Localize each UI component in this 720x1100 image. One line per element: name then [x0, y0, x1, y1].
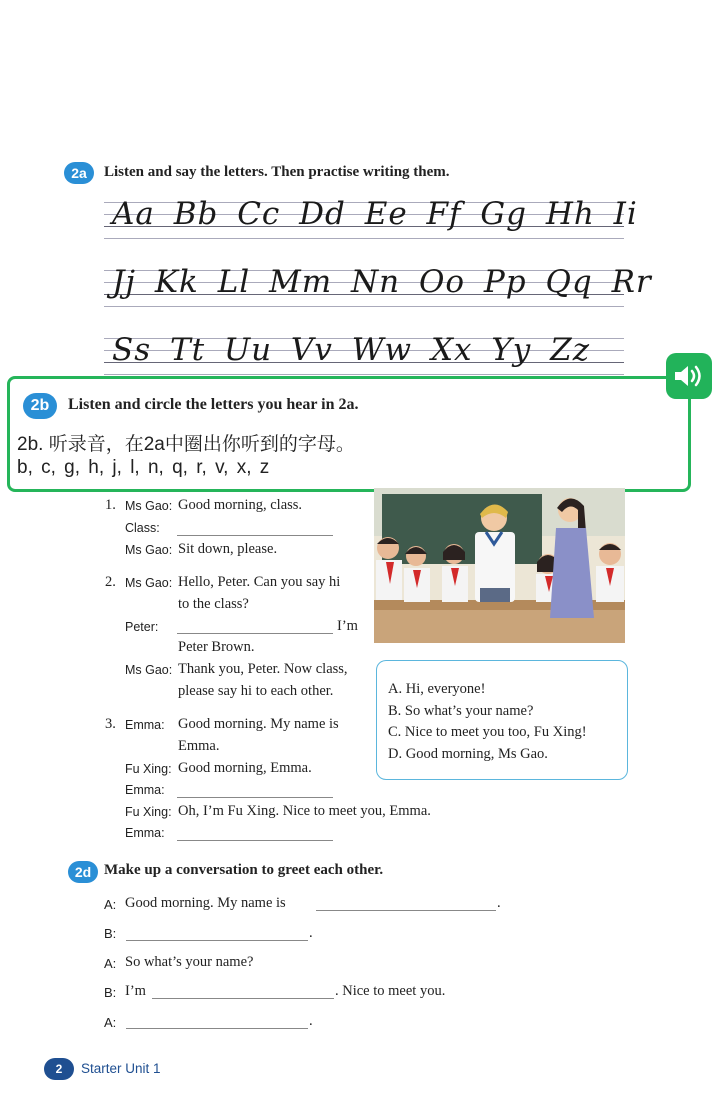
section-2a-instruction: Listen and say the letters. Then practise writing them.: [104, 164, 450, 180]
conversation-speaker-3: A:: [104, 956, 117, 971]
dialogue-2-line-2-after: I’m: [337, 618, 358, 634]
dialogue-2-line-1: Hello, Peter. Can you say hi: [178, 574, 341, 590]
letters-row-2: Jj Kk Ll Mm Nn Oo Pp Qq Rr: [112, 264, 652, 300]
dialogue-3-line-1-cont: Emma.: [178, 738, 220, 754]
dialogue-2-number: 2.: [105, 574, 116, 590]
dialogue-3-speaker-1: Emma:: [125, 718, 165, 732]
dialogue-3-speaker-5: Emma:: [125, 826, 165, 840]
unit-title: Starter Unit 1: [81, 1061, 161, 1076]
option-d: D. Good morning, Ms Gao.: [388, 746, 548, 762]
dialogue-1-speaker-3: Ms Gao:: [125, 543, 173, 557]
conversation-speaker-5: A:: [104, 1015, 117, 1030]
letters-row-3: Ss Tt Uu Vv Ww Xx Yy Zz: [112, 332, 591, 368]
dialogue-1-line-1: Good morning, class.: [178, 497, 303, 513]
page-number: 2: [44, 1058, 74, 1080]
section-2b-chinese-prompt: 2b. 听录音，在2a中圈出你听到的字母。: [17, 434, 355, 455]
dialogue-1-number: 1.: [105, 497, 116, 513]
conversation-line-3: So what’s your name?: [125, 954, 254, 970]
audio-play-button[interactable]: [666, 353, 712, 399]
dialogue-3-speaker-4: Fu Xing:: [125, 805, 172, 819]
section-2b-badge: 2b: [23, 393, 57, 419]
conversation-speaker-1: A:: [104, 897, 117, 912]
letters-row-1: Aa Bb Cc Dd Ee Ff Gg Hh Ii: [112, 196, 638, 232]
dialogue-3-speaker-2: Fu Xing:: [125, 762, 172, 776]
dialogue-2-blank[interactable]: [177, 633, 333, 634]
dialogue-1-line-3: Sit down, please.: [178, 541, 278, 557]
conversation-line-1: Good morning. My name is: [125, 895, 286, 911]
dialogue-1-blank[interactable]: [177, 535, 333, 536]
dialogue-2-line-3: Thank you, Peter. Now class,: [178, 661, 348, 677]
dialogue-2-speaker-3: Ms Gao:: [125, 663, 173, 677]
conversation-speaker-2: B:: [104, 926, 117, 941]
conversation-blank-5[interactable]: [126, 1028, 308, 1029]
conversation-line-2-end: .: [309, 925, 313, 941]
dialogue-3-blank-1[interactable]: [177, 797, 333, 798]
section-2a-badge: 2a: [64, 162, 94, 184]
dialogue-2-line-3-cont: please say hi to each other.: [178, 683, 334, 699]
option-b: B. So what’s your name?: [388, 703, 534, 719]
dialogue-3-line-1: Good morning. My name is: [178, 716, 339, 732]
dialogue-2-speaker-1: Ms Gao:: [125, 576, 173, 590]
option-a: A. Hi, everyone!: [388, 681, 486, 697]
conversation-blank-2[interactable]: [126, 940, 308, 941]
conversation-line-4-end: . Nice to meet you.: [335, 983, 446, 999]
conversation-blank-4[interactable]: [152, 998, 334, 999]
dialogue-3-line-4: Oh, I’m Fu Xing. Nice to meet you, Emma.: [178, 803, 431, 819]
dialogue-1-speaker-1: Ms Gao:: [125, 499, 173, 513]
section-2b-letter-list: b, c, g, h, j, l, n, q, r, v, x, z: [17, 457, 270, 478]
dialogue-3-line-2: Good morning, Emma.: [178, 760, 312, 776]
conversation-line-4: I’m: [125, 983, 146, 999]
dialogue-2-speaker-2: Peter:: [125, 620, 159, 634]
option-c: C. Nice to meet you too, Fu Xing!: [388, 724, 587, 740]
classroom-illustration: [374, 488, 625, 643]
dialogue-2-line-2-cont: Peter Brown.: [178, 639, 255, 655]
section-2d-badge: 2d: [68, 861, 98, 883]
section-2d-instruction: Make up a conversation to greet each other.: [104, 862, 384, 878]
section-2b-instruction: Listen and circle the letters you hear in 2a.: [68, 396, 359, 413]
dialogue-2-line-1-cont: to the class?: [178, 596, 249, 612]
conversation-blank-1[interactable]: [316, 910, 496, 911]
dialogue-3-speaker-3: Emma:: [125, 783, 165, 797]
conversation-line-1-end: .: [497, 895, 501, 911]
dialogue-3-number: 3.: [105, 716, 116, 732]
dialogue-1-speaker-2: Class:: [125, 521, 160, 535]
speaker-icon: [673, 363, 705, 389]
conversation-speaker-4: B:: [104, 985, 117, 1000]
dialogue-3-blank-2[interactable]: [177, 840, 333, 841]
conversation-line-5-end: .: [309, 1013, 313, 1029]
